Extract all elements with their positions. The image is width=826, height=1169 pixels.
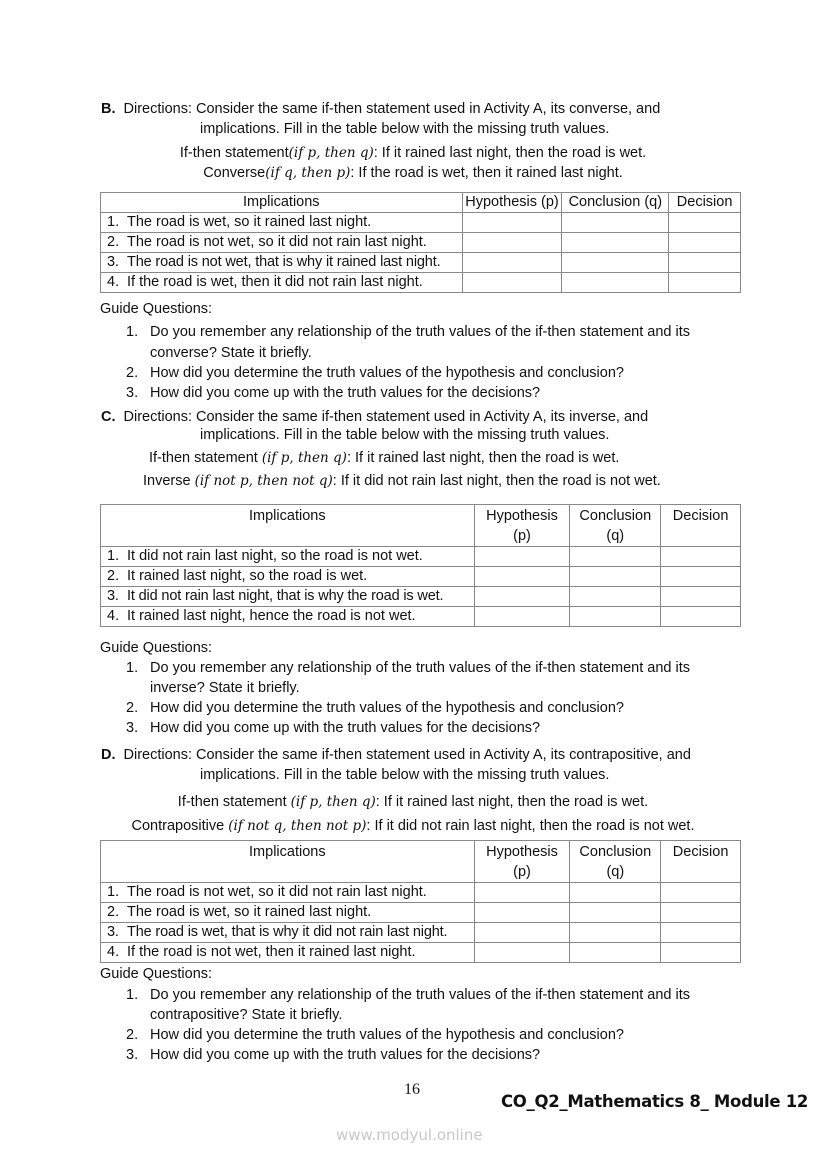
variant-label: Contrapositive [131,818,229,834]
question-text: How did you determine the truth values of the hypothesis and conclusion? [150,700,624,716]
implication-cell [101,903,475,923]
question-text: How did you determine the truth values of the hypothesis and conclusion? [150,1027,624,1043]
header-implications: Implications [101,841,475,883]
question-text: Do you remember any relationship of the truth values of the if-then statement and its [150,660,691,676]
implication-text: The road is not wet, so it did not rain last night. [127,234,427,250]
question-text: Do you remember any relationship of the truth values of the if-then statement and its [150,324,691,340]
question-text: Do you remember any relationship of the truth values of the if-then statement and its [150,987,691,1003]
question-text: How did you come up with the truth values for the decisions? [150,720,541,736]
row-number: 2. [107,904,120,920]
implication-cell [101,923,475,943]
directions-line-1: Directions: Consider the same if-then statement used in Activity A, its inverse, and [123,409,649,425]
variant-text: : If it did not rain last night, then the road is not wet. [332,473,661,489]
implication-text: If the road is not wet, then it rained last night. [127,944,416,960]
table-row [101,607,741,627]
table-row [101,883,741,903]
hypothesis-cell[interactable] [474,923,570,943]
row-number: 4. [107,274,120,290]
hypothesis-cell[interactable] [474,547,570,567]
table-header-row [101,505,741,547]
converse-statement [0,165,826,181]
header-hypothesis [474,841,570,883]
question-number: 1. [126,324,139,340]
table-row [101,567,741,587]
question-number: 1. [126,987,139,1003]
header-conclusion-symbol: (q) [606,864,625,880]
decision-cell[interactable] [661,587,741,607]
implication-cell [101,233,463,253]
decision-cell[interactable] [661,943,741,963]
question-text-continued: converse? State it briefly. [150,345,312,361]
watermark: www.modyul.online [336,1126,483,1144]
implication-cell [101,567,475,587]
header-decision: Decision [661,841,741,883]
decision-cell[interactable] [661,547,741,567]
header-implications: Implications [101,193,463,213]
implication-text: The road is wet, that is why it did not rain last night. [127,924,448,940]
row-number: 1. [107,214,120,230]
header-conclusion-label: Conclusion [579,844,652,860]
implication-text: The road is wet, so it rained last night. [127,214,372,230]
implication-cell [101,587,475,607]
page-number: 16 [404,1081,420,1098]
conclusion-cell[interactable] [570,903,661,923]
statement-math: (if p, then q) [288,145,374,161]
guide-question [126,385,540,401]
header-implications: Implications [101,505,475,547]
conclusion-cell[interactable] [562,253,669,273]
variant-math: (if not p, then not q) [194,473,333,489]
hypothesis-cell[interactable] [462,213,562,233]
conclusion-cell[interactable] [570,587,661,607]
if-then-statement [149,450,619,466]
question-number: 3. [126,385,139,401]
hypothesis-cell[interactable] [474,903,570,923]
header-hypothesis-symbol: (p) [513,528,531,544]
row-number: 4. [107,608,120,624]
hypothesis-cell[interactable] [474,567,570,587]
guide-question [126,1027,624,1043]
statement-label: If-then statement [149,450,262,466]
implication-text: The road is wet, so it rained last night. [127,904,372,920]
row-number: 3. [107,924,119,940]
conclusion-cell[interactable] [570,943,661,963]
contrapositive-table [100,840,741,963]
question-number: 3. [126,1047,139,1063]
directions-line-1: Directions: Consider the same if-then statement used in Activity A, its contrapositive, and [123,747,691,763]
header-hypothesis-label: Hypothesis [486,508,558,524]
question-text: How did you come up with the truth values for the decisions? [150,385,541,401]
section-b-letter: B. [101,101,116,117]
row-number: 1. [107,884,120,900]
guide-question [126,324,690,340]
guide-questions-title: Guide Questions: [100,640,213,656]
question-text: How did you come up with the truth values for the decisions? [150,1047,541,1063]
conclusion-cell[interactable] [562,213,669,233]
conclusion-cell[interactable] [570,923,661,943]
decision-cell[interactable] [661,567,741,587]
module-title: CO_Q2_Mathematics 8_ Module 12 [501,1092,809,1111]
header-conclusion [570,841,661,883]
variant-text: : If it did not rain last night, then the road is not wet. [366,818,695,834]
hypothesis-cell[interactable] [462,233,562,253]
statement-math: (if p, then q) [290,794,376,810]
implication-cell [101,273,463,293]
section-d-letter: D. [101,747,116,763]
table-header-row [101,193,741,213]
conclusion-cell[interactable] [570,567,661,587]
hypothesis-cell[interactable] [462,273,562,293]
table-row [101,273,741,293]
header-conclusion-symbol: (q) [606,528,625,544]
table-row [101,587,741,607]
statement-math: (if p, then q) [261,450,347,466]
question-number: 2. [126,700,139,716]
decision-cell[interactable] [669,213,741,233]
directions-line-2: implications. Fill in the table below with the missing truth values. [200,767,610,783]
header-hypothesis: Hypothesis (p) [462,193,562,213]
conclusion-cell[interactable] [562,273,669,293]
decision-cell[interactable] [661,923,741,943]
inverse-table [100,504,741,627]
converse-table [100,192,741,293]
decision-cell[interactable] [669,233,741,253]
header-decision: Decision [669,193,741,213]
section-c-letter: C. [101,409,116,425]
guide-question [126,365,624,381]
if-then-statement [0,145,826,161]
section-c-directions [101,409,648,425]
hypothesis-cell[interactable] [474,607,570,627]
implication-text: It did not rain last night, that is why the road is wet. [127,588,444,604]
header-hypothesis [474,505,570,547]
conclusion-cell[interactable] [570,607,661,627]
row-number: 2. [107,568,120,584]
implication-cell [101,943,475,963]
guide-question [126,660,690,676]
variant-math: (if q, then p) [265,165,351,181]
contrapositive-statement [0,818,826,834]
conclusion-cell[interactable] [562,233,669,253]
conclusion-cell[interactable] [570,547,661,567]
implication-cell [101,547,475,567]
implication-text: It did not rain last night, so the road is not wet. [127,548,423,564]
section-b-directions [101,101,660,117]
question-text-continued: contrapositive? State it briefly. [150,1007,343,1023]
statement-text: : If it rained last night, then the road is wet. [346,450,620,466]
statement-label: If-then statement [177,794,291,810]
directions-line-2: implications. Fill in the table below with the missing truth values. [200,427,610,443]
hypothesis-cell[interactable] [474,587,570,607]
implication-text: The road is not wet, that is why it rained last night. [127,254,441,270]
section-d-directions [101,747,691,763]
variant-text: : If the road is wet, then it rained last night. [350,165,623,181]
implication-cell [101,607,475,627]
directions-line-1: Directions: Consider the same if-then statement used in Activity A, its converse, and [123,101,661,117]
question-number: 2. [126,365,139,381]
hypothesis-cell[interactable] [474,943,570,963]
header-conclusion: Conclusion (q) [562,193,669,213]
implication-text: It rained last night, so the road is wet. [127,568,368,584]
header-decision: Decision [661,505,741,547]
decision-cell[interactable] [669,273,741,293]
row-number: 2. [107,234,120,250]
table-row [101,213,741,233]
inverse-statement [143,473,661,489]
question-text: How did you determine the truth values of the hypothesis and conclusion? [150,365,624,381]
implication-cell [101,253,463,273]
question-number: 1. [126,660,139,676]
decision-cell[interactable] [661,607,741,627]
table-row [101,547,741,567]
row-number: 3. [107,254,119,270]
statement-label: If-then statement [179,145,289,161]
if-then-statement [0,794,826,810]
variant-label: Inverse [143,473,195,489]
guide-question [126,700,624,716]
row-number: 3. [107,588,119,604]
table-row [101,903,741,923]
conclusion-cell[interactable] [570,883,661,903]
hypothesis-cell[interactable] [474,883,570,903]
variant-label: Converse [203,165,266,181]
row-number: 1. [107,548,120,564]
table-header-row [101,841,741,883]
decision-cell[interactable] [661,883,741,903]
variant-math: (if not q, then not p) [228,818,367,834]
statement-text: : If it rained last night, then the road is wet. [375,794,649,810]
directions-line-2: implications. Fill in the table below with the missing truth values. [200,121,610,137]
implication-text: It rained last night, hence the road is not wet. [127,608,416,624]
header-conclusion-label: Conclusion [579,508,652,524]
question-number: 2. [126,1027,139,1043]
decision-cell[interactable] [661,903,741,923]
implication-text: The road is not wet, so it did not rain last night. [127,884,427,900]
guide-question [126,720,540,736]
guide-question [126,987,690,1003]
table-row [101,253,741,273]
guide-questions-title: Guide Questions: [100,966,213,982]
table-row [101,923,741,943]
hypothesis-cell[interactable] [462,253,562,273]
header-conclusion [570,505,661,547]
row-number: 4. [107,944,120,960]
guide-questions-title: Guide Questions: [100,301,213,317]
table-row [101,943,741,963]
guide-question [126,1047,540,1063]
header-hypothesis-label: Hypothesis [486,844,558,860]
table-row [101,233,741,253]
header-hypothesis-symbol: (p) [513,864,531,880]
implication-cell [101,883,475,903]
statement-text: : If it rained last night, then the road is wet. [373,145,647,161]
question-text-continued: inverse? State it briefly. [150,680,300,696]
decision-cell[interactable] [669,253,741,273]
question-number: 3. [126,720,139,736]
implication-text: If the road is wet, then it did not rain last night. [127,274,423,290]
implication-cell [101,213,463,233]
